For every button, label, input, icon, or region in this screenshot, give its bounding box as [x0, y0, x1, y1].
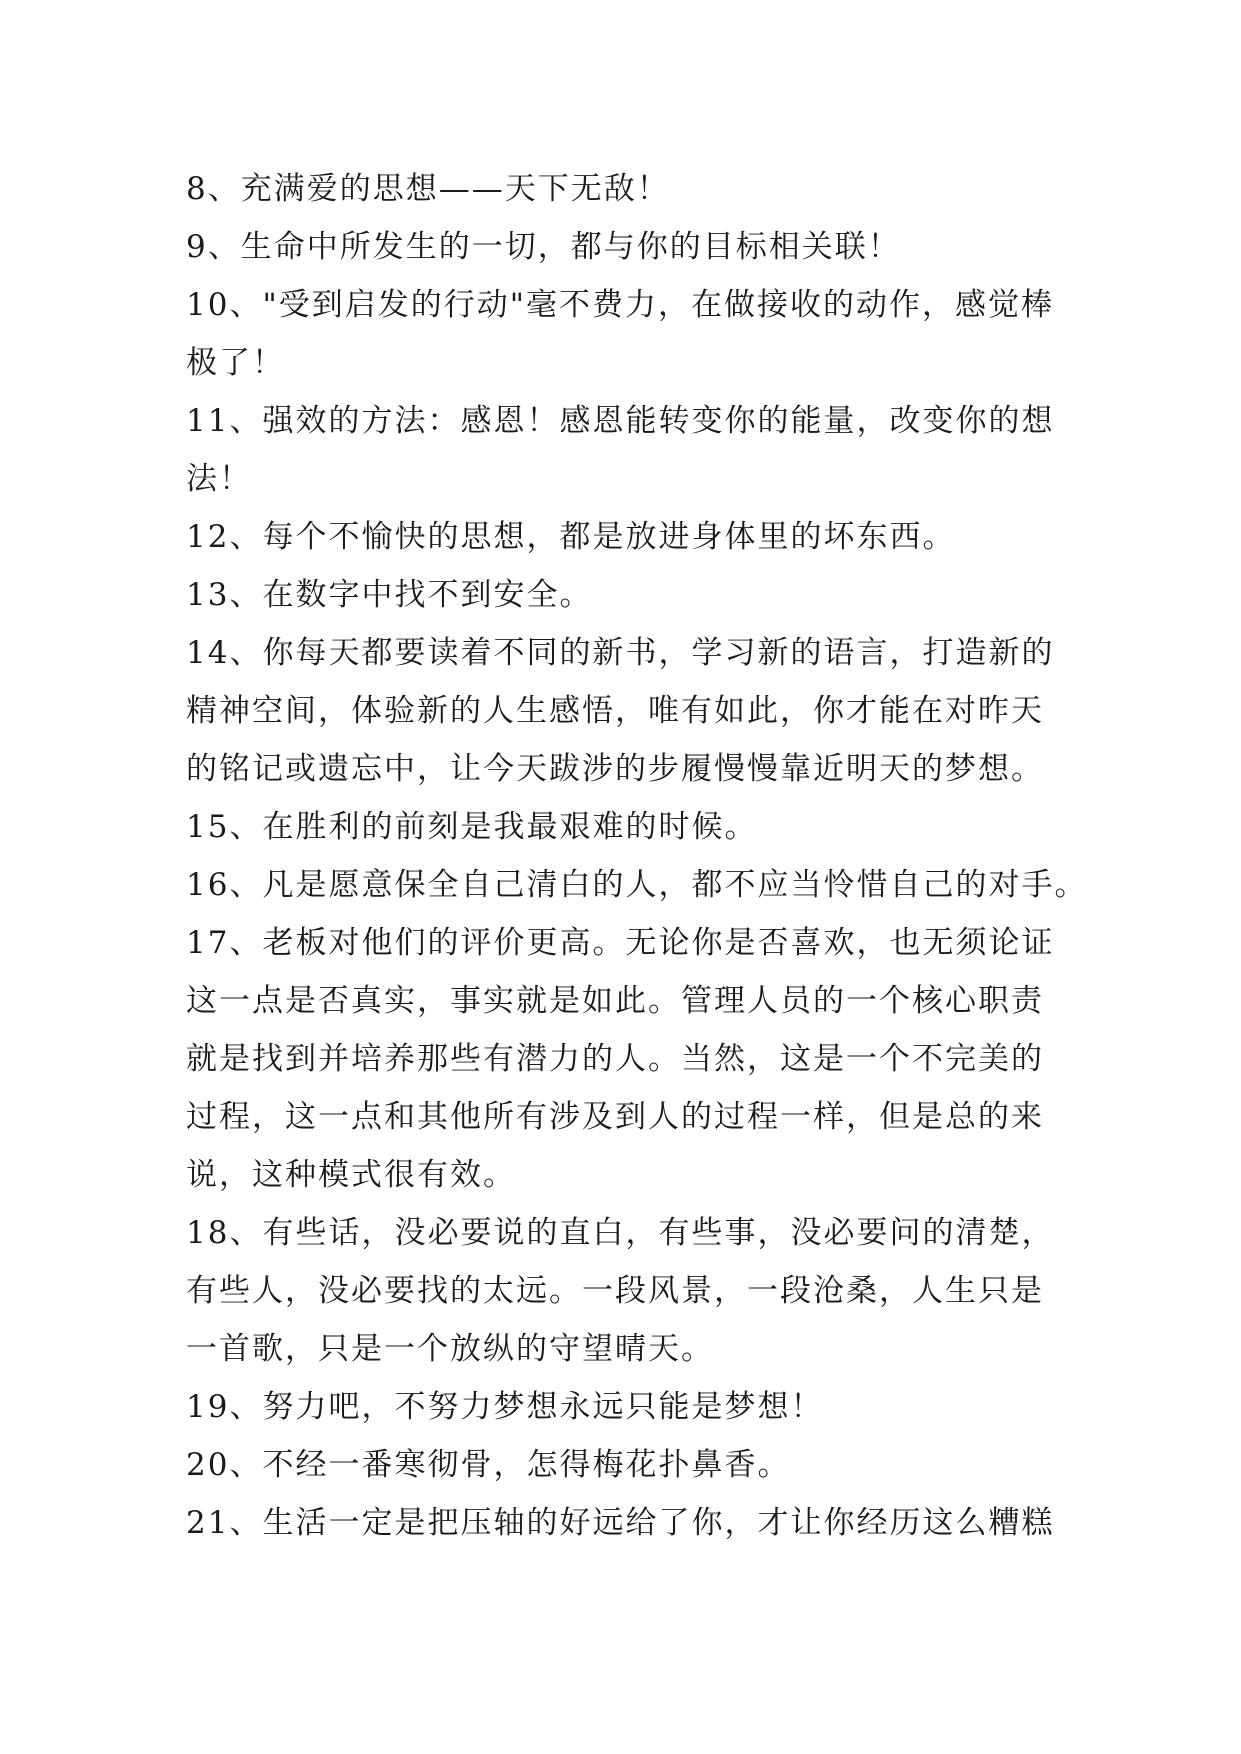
text-line: 有些人，没必要找的太远。一段风景，一段沧桑，人生只是	[186, 1273, 1044, 1309]
text-line: 14、你每天都要读着不同的新书，学习新的语言，打造新的	[186, 635, 1055, 671]
text-line: 20、不经一番寒彻骨，怎得梅花扑鼻香。	[186, 1447, 791, 1483]
text-line: 21、生活一定是把压轴的好远给了你，才让你经历这么糟糕	[186, 1505, 1055, 1541]
text-line: 15、在胜利的前刻是我最艰难的时候。	[186, 809, 758, 845]
text-line: 8、充满爱的思想——天下无敌！	[186, 171, 670, 207]
text-line: 18、有些话，没必要说的直白，有些事，没必要问的清楚，	[186, 1215, 1055, 1251]
text-line: 一首歌，只是一个放纵的守望晴天。	[186, 1331, 714, 1367]
text-line: 过程，这一点和其他所有涉及到人的过程一样，但是总的来	[186, 1099, 1044, 1135]
text-line: 精神空间，体验新的人生感悟，唯有如此，你才能在对昨天	[186, 693, 1044, 729]
text-line: 说，这种模式很有效。	[186, 1157, 516, 1193]
text-line: 这一点是否真实，事实就是如此。管理人员的一个核心职责	[186, 983, 1044, 1019]
text-line: 17、老板对他们的评价更高。无论你是否喜欢，也无须论证	[186, 925, 1055, 961]
text-line: 10、"受到启发的行动"毫不费力，在做接收的动作，感觉棒	[186, 287, 1054, 323]
text-line: 的铭记或遗忘中，让今天跋涉的步履慢慢靠近明天的梦想。	[186, 751, 1044, 787]
text-line: 13、在数字中找不到安全。	[186, 577, 593, 613]
document-body	[186, 160, 1088, 1552]
text-line: 就是找到并培养那些有潜力的人。当然，这是一个不完美的	[186, 1041, 1044, 1077]
text-line: 极了！	[186, 345, 285, 381]
text-line: 法！	[186, 461, 252, 497]
text-line: 9、生命中所发生的一切，都与你的目标相关联！	[186, 229, 901, 265]
text-line: 16、凡是愿意保全自己清白的人，都不应当怜惜自己的对手。	[186, 867, 1088, 903]
text-line: 19、努力吧，不努力梦想永远只能是梦想！	[186, 1389, 824, 1425]
text-line: 11、强效的方法：感恩！感恩能转变你的能量，改变你的想	[186, 403, 1055, 439]
text-line: 12、每个不愉快的思想，都是放进身体里的坏东西。	[186, 519, 956, 555]
